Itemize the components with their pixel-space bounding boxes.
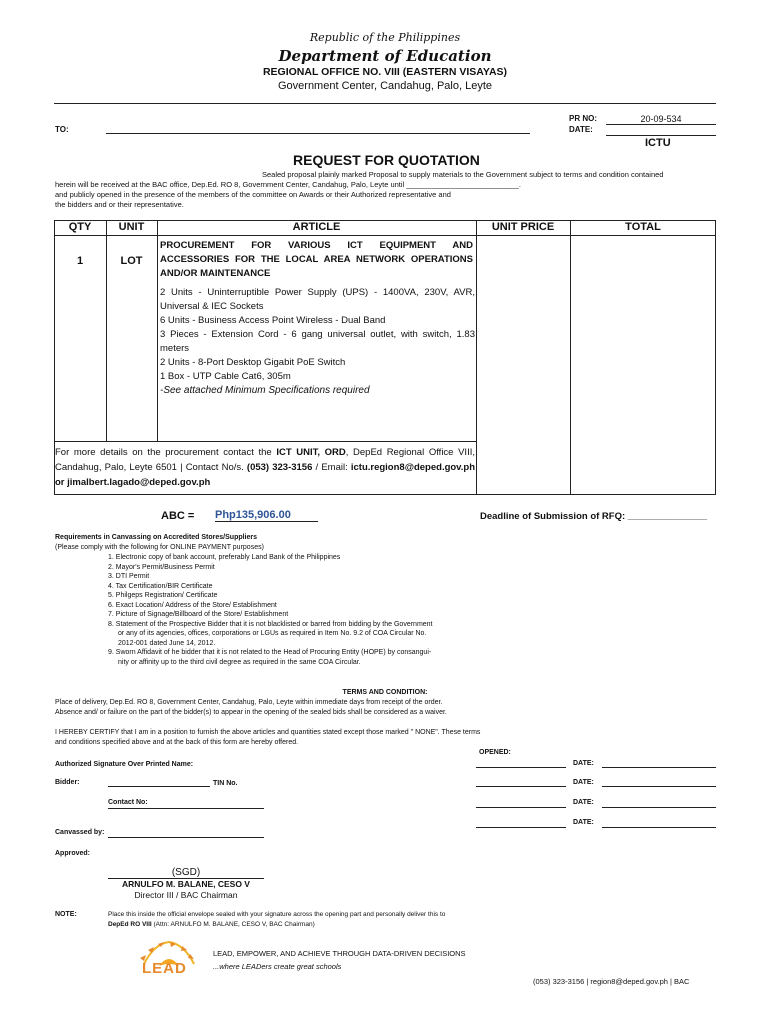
table-header-rule (54, 235, 716, 236)
opened-line[interactable] (476, 827, 566, 828)
lead-logo (134, 938, 204, 982)
col-unit-price-header: UNIT PRICE (491, 221, 555, 233)
list-item: 1. Electronic copy of bank account, preferably Land Bank of the Philippines (108, 554, 341, 561)
list-item: 3 Pieces - Extension Cord - 6 gang universal outlet, with switch, 1.83 meters (160, 329, 475, 354)
list-item: 1 Box - UTP Cable Cat6, 305m (160, 371, 291, 382)
list-item: 3. DTI Permit (108, 573, 150, 580)
opened-line[interactable] (476, 807, 566, 808)
deadline-label: Deadline of Submission of RFQ: _______________ (480, 511, 708, 522)
note-line-1: Place this inside the official envelope sealed with your signature across the opening part and personally deliver this to (108, 911, 446, 918)
date-value[interactable] (606, 125, 716, 136)
list-item: 2 Units - 8-Port Desktop Gigabit PoE Switch (160, 357, 346, 368)
note-label: NOTE: (55, 911, 77, 918)
list-item: 9. Sworn Affidavit of he bidder that it is not related to the Head of Procuring Entity (HOPE) by consangui- (108, 649, 432, 656)
requirements-subtitle: (Please comply with the following for ONLINE PAYMENT purposes) (55, 544, 264, 551)
intro-line-4: the bidders and or their representative. (55, 200, 184, 209)
list-item: or any of its agencies, offices, corporations or LGUs as required in Item No. 9.2 of COA Circular No. (118, 630, 427, 637)
date-label-1: DATE: (573, 760, 594, 767)
sgd-label: (SGD) (171, 867, 201, 878)
article-title: PROCUREMENT FOR VARIOUS ICT EQUIPMENT AND ACCESSORIES FOR THE LOCAL AREA NETWORK OPERATIONS AND/OR MAINTENANCE (160, 240, 473, 279)
terms-line-2: Absence and/ or failure on the part of the bidder(s) to appear in the opening of the sealed bids shall be considered as a waiver. (55, 709, 447, 716)
table-col-divider (106, 220, 107, 441)
list-item: 6. Exact Location/ Address of the Store/ Establishment (108, 601, 277, 609)
approved-label: Approved: (55, 850, 90, 857)
unit-value: LOT (120, 255, 143, 267)
list-item: 6 Units - Business Access Point Wireless - Dual Band (160, 315, 386, 326)
date-line-2[interactable] (602, 786, 716, 787)
specs-note: -See attached Minimum Specifications required (160, 385, 370, 396)
contact-details: For more details on the procurement contact the ICT UNIT, ORD, DepEd Regional Office VIII, Candahug, Palo, Leyte 6501 | Contact No/s. (053) 323-3156 / Email: ictu.region8@deped.gov.ph or jimalbert.lagado@deped.gov.ph (55, 447, 476, 488)
canvassed-line[interactable] (108, 837, 264, 838)
to-field[interactable] (106, 133, 530, 134)
opened-label: OPENED: (479, 749, 511, 756)
approver-name: ARNULFO M. BALANE, CESO V (122, 879, 250, 889)
opened-line[interactable] (476, 786, 566, 787)
list-item: 2. Mayor's Permit/Business Permit (108, 563, 215, 571)
note-line-2: DepEd RO VIII (Attn: ARNULFO M. BALANE, CESO V, BAC Chairman) (108, 921, 315, 928)
date-label-2: DATE: (573, 779, 594, 786)
list-item: 2012-001 dated June 14, 2012. (118, 639, 216, 647)
list-item: 5. Philgeps Registration/ Certificate (108, 592, 218, 599)
qty-value: 1 (76, 255, 84, 267)
table-col-divider (157, 220, 158, 441)
date-label: DATE: (569, 125, 593, 134)
office-address: Government Center, Candahug, Palo, Leyte (277, 80, 493, 92)
contact-label: Contact No: (108, 799, 148, 806)
rfq-title: REQUEST FOR QUOTATION (293, 152, 480, 168)
article-items (160, 286, 475, 384)
footer-slogan: ...where LEADers create great schools (213, 962, 342, 971)
list-item: 8. Statement of the Prospective Bidder that it is not blacklisted or barred from bidding by the Government (108, 620, 433, 628)
list-item: 4. Tax Certification/BIR Certificate (108, 582, 213, 590)
col-qty-header: QTY (68, 221, 92, 233)
certify-line-1: I HEREBY CERTIFY that I am in a position to furnish the above articles and quantities stated except those marked " NONE". These terms (55, 729, 481, 736)
list-item: 2 Units - Uninterruptible Power Supply (UPS) - 1400VA, 230V, AVR, Universal & IEC Sockets (160, 287, 475, 312)
table-col-divider (570, 220, 571, 495)
pr-no-label: PR NO: (569, 114, 597, 123)
intro-line-2: herein will be received at the BAC office, Dep.Ed. RO 8, Government Center, Candahug, Palo, Leyte until ___________________________. (55, 180, 522, 189)
abc-value: Php135,906.00 (215, 509, 318, 522)
table-contact-rule (54, 441, 476, 442)
intro-line-1: Sealed proposal plainly marked Proposal to supply materials to the Government subject to terms and condition contained (262, 170, 664, 179)
date-line-1[interactable] (602, 767, 716, 768)
regional-office: REGIONAL OFFICE NO. VIII (EASTERN VISAYAS) (262, 66, 508, 78)
date-label-3: DATE: (573, 799, 594, 806)
col-unit-header: UNIT (118, 221, 145, 233)
pr-no-value[interactable]: 20-09-534 (606, 114, 716, 125)
to-label: TO: (55, 125, 69, 134)
col-total-header: TOTAL (625, 221, 661, 233)
abc-label: ABC = (161, 510, 195, 522)
republic-label: Republic of the Philippines (309, 31, 461, 44)
approver-position: Director III / BAC Chairman (134, 890, 238, 900)
date-line-3[interactable] (602, 807, 716, 808)
col-article-header: ARTICLE (292, 221, 341, 233)
header-divider (54, 103, 716, 104)
footer-contact: (053) 323-3156 | region8@deped.gov.ph | BAC (533, 977, 690, 986)
ictu-label: ICTU (645, 137, 671, 149)
authorized-signature-label: Authorized Signature Over Printed Name: (55, 761, 194, 768)
bidder-label: Bidder: (55, 779, 80, 786)
opened-line[interactable] (476, 767, 566, 768)
date-label-4: DATE: (573, 819, 594, 826)
list-item: 7. Picture of Signage/Billboard of the Store/ Establishment (108, 611, 289, 618)
table-col-divider (476, 220, 477, 495)
lead-logo-text: LEAD (142, 960, 187, 977)
list-item: nity or affinity up to the third civil degree as required in the same COA Circular. (118, 658, 361, 666)
tin-label: TIN No. (213, 780, 238, 787)
contact-line[interactable] (108, 808, 264, 809)
terms-line-1: Place of delivery, Dep.Ed. RO 8, Government Center, Candahug, Palo, Leyte within immediate days from receipt of the order. (55, 699, 443, 706)
certify-line-2: and conditions specified above and at the back of this form are hereby offered. (55, 739, 299, 746)
bidder-line[interactable] (108, 786, 210, 787)
footer-tagline: LEAD, EMPOWER, AND ACHIEVE THROUGH DATA-DRIVEN DECISIONS (213, 949, 466, 958)
terms-title: TERMS AND CONDITION: (342, 689, 428, 696)
requirements-list (108, 553, 433, 667)
department-title: Department of Education (278, 47, 492, 65)
canvassed-label: Canvassed by: (55, 829, 105, 836)
intro-line-3: and publicly opened in the presence of the members of the committee on Awards or their Authorized representative and (55, 190, 451, 199)
date-line-4[interactable] (602, 827, 716, 828)
requirements-title: Requirements in Canvassing on Accredited Stores/Suppliers (55, 534, 258, 541)
